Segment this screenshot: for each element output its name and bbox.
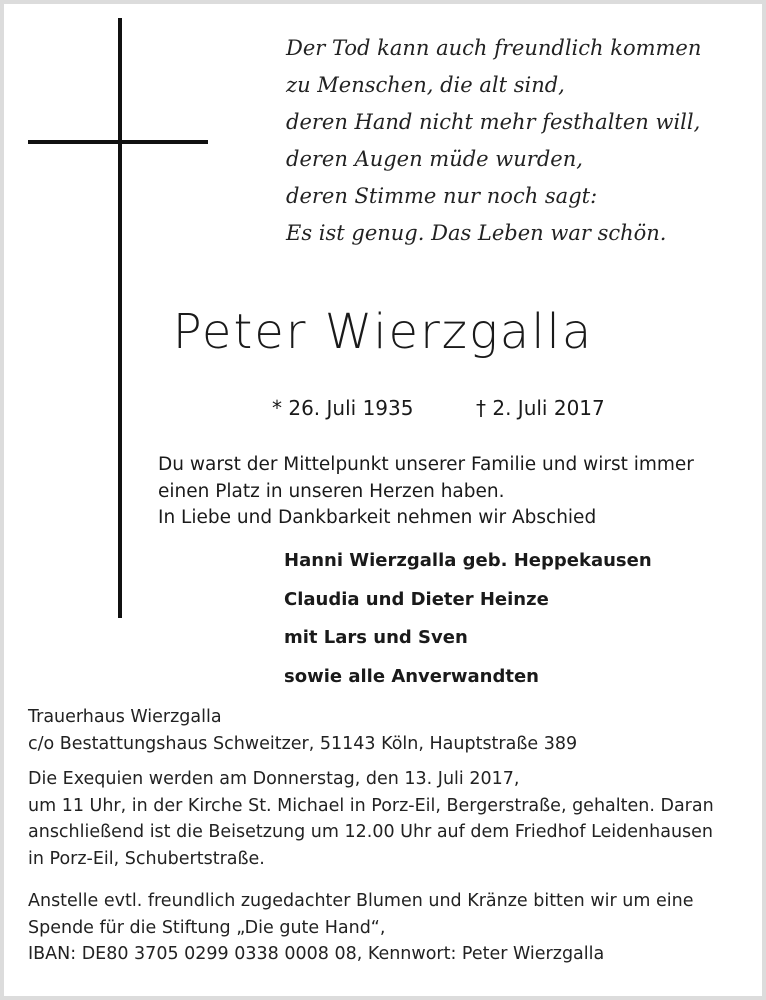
poem (286, 30, 746, 252)
mourning-address (28, 704, 748, 757)
poem-line: zu Menschen, die alt sind, (286, 73, 565, 97)
message-line: einen Platz in unseren Herzen haben. (158, 480, 505, 502)
mourners-list (284, 542, 652, 696)
obituary-notice (4, 4, 762, 996)
poem-line: deren Stimme nur noch sagt: (286, 184, 598, 208)
farewell-message (158, 452, 748, 532)
mourner: mit Lars und Sven (284, 627, 468, 648)
address-line: Trauerhaus Wierzgalla (28, 707, 222, 727)
poem-line: deren Augen müde wurden, (286, 147, 583, 171)
service-line: anschließend ist die Beisetzung um 12.00 Uhr auf dem Friedhof Leidenhausen (28, 822, 714, 842)
service-line: um 11 Uhr, in der Kirche St. Michael in Porz-Eil, Bergerstraße, gehalten. Daran (28, 795, 714, 816)
birth-date: * 26. Juli 1935 (272, 396, 414, 420)
deceased-name: Peter Wierzgalla (172, 304, 594, 360)
poem-line: Es ist genug. Das Leben war schön. (286, 221, 667, 245)
mourner: Hanni Wierzgalla geb. Heppekausen (284, 550, 652, 571)
service-line: Die Exequien werden am Donnerstag, den 13. Juli 2017, (28, 769, 520, 789)
address-line: c/o Bestattungshaus Schweitzer, 51143 Köln, Hauptstraße 389 (28, 733, 578, 754)
cross-icon-horizontal-bar (28, 140, 208, 144)
poem-line: deren Hand nicht mehr festhalten will, (286, 110, 701, 134)
donation-request (28, 888, 748, 968)
mourner: Claudia und Dieter Heinze (284, 588, 549, 610)
service-details (28, 766, 748, 872)
service-line: in Porz-Eil, Schubertstraße. (28, 848, 265, 869)
message-line: Du warst der Mittelpunkt unserer Familie und wirst immer (158, 454, 694, 475)
death-date: † 2. Juli 2017 (476, 396, 605, 420)
message-line: In Liebe und Dankbarkeit nehmen wir Abschied (158, 507, 597, 528)
donation-line: Anstelle evtl. freundlich zugedachter Blumen und Kränze bitten wir um eine (28, 891, 694, 911)
donation-line: Spende für die Stiftung „Die gute Hand“, (28, 917, 386, 938)
donation-line: IBAN: DE80 3705 0299 0338 0008 08, Kennwort: Peter Wierzgalla (28, 944, 605, 964)
poem-line: Der Tod kann auch freundlich kommen (286, 36, 702, 60)
mourner: sowie alle Anverwandten (284, 665, 539, 687)
